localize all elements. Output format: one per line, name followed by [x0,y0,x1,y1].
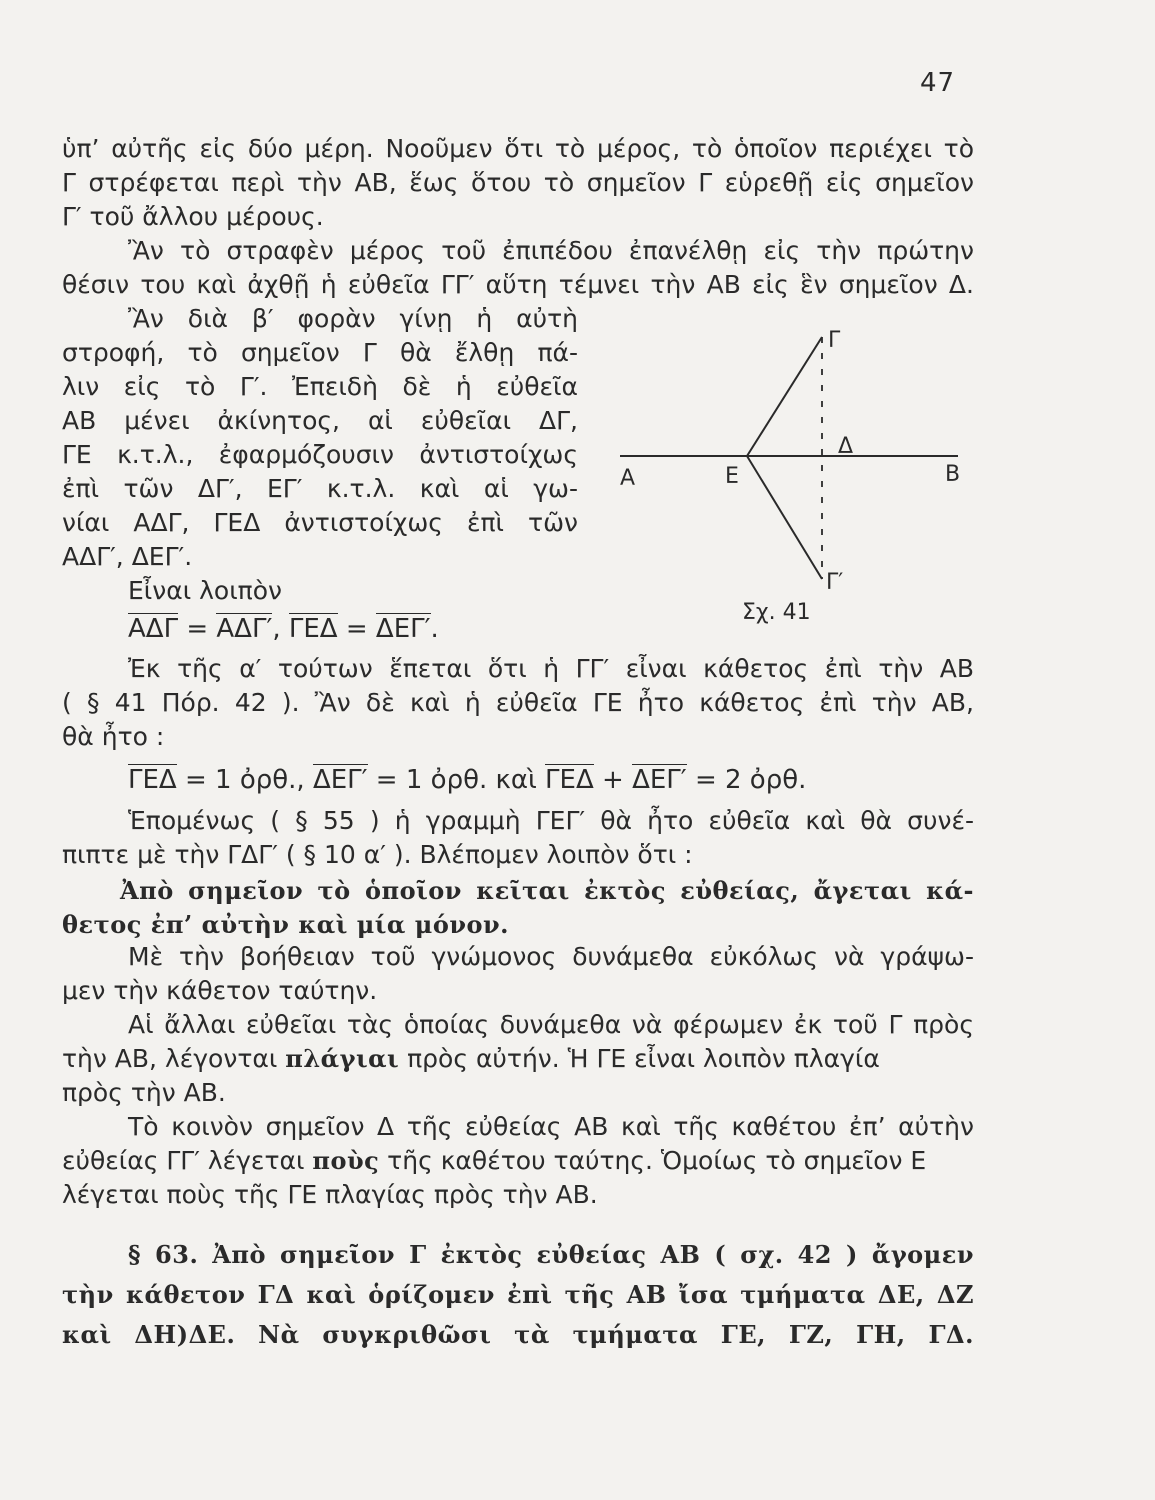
text-line: στροφή, τὸ σημεῖον Γ θὰ ἔλθῃ πά- [62,338,578,367]
section-63-line: καὶ ΔΗ)ΔΕ. Νὰ συγκριθῶσι τὰ τμήματα ΓΕ, ΓΖ, ΓΗ, ΓΔ. [62,1320,974,1349]
text-line: νίαι ΑΔΓ, ΓΕΔ ἀντιστοίχως ἐπὶ τῶν [62,508,578,537]
text-line: Γ στρέφεται περὶ τὴν ΑΒ, ἕως ὅτου τὸ σημεῖον Γ εὑρεθῇ εἰς σημεῖον [62,168,974,197]
figure-caption: Σχ. 41 [742,600,811,625]
text-line: ΑΔΓ′, ΔΕΓ′. [62,542,193,571]
text-line: ΑΒ μένει ἀκίνητος, αἱ εὐθεῖαι ΔΓ, [62,406,578,435]
period: . [430,614,439,644]
text-run: τὴν ΑΒ, λέγονται [62,1044,286,1073]
text-run: πρὸς αὐτήν. Ἡ ΓΕ εἶναι λοιπὸν πλαγία [399,1044,880,1073]
text-line: ὑπ’ αὐτῆς εἰς δύο μέρη. Νοοῦμεν ὅτι τὸ μέρος, τὸ ὁποῖον περιέχει τὸ [62,134,974,163]
angle-symbol: ΔΕΓ′ [632,765,687,795]
page-number: 47 [920,68,956,98]
angle-equation-2 [128,765,806,795]
rule-text: θετος ἐπ’ αὐτὴν καὶ μία μόνον. [62,910,509,939]
label-b: Β [945,462,961,487]
angle-symbol: ΓΕΔ [545,765,594,795]
text-line: ἐπὶ τῶν ΔΓ′, ΕΓ′ κ.τ.λ. καὶ αἱ γω- [62,474,578,503]
label-d: Δ [838,434,854,459]
text-run: τῆς καθέτου ταύτης. Ὁμοίως τὸ σημεῖον Ε [379,1146,927,1175]
text-line: πρὸς τὴν ΑΒ. [62,1078,226,1107]
rule-text: Ἀπὸ σημεῖον τὸ ὁποῖον κεῖται ἐκτὸς εὐθείας, ἄγεται κά- [120,876,974,905]
text-line: Γ′ τοῦ ἄλλου μέρους. [62,202,324,231]
equals-sign: = [337,614,376,644]
angle-symbol: ΔΕΓ′ [375,614,431,644]
angle-symbol: ΑΔΓ′ [216,614,273,644]
text-line: Ἐκ τῆς α′ τούτων ἕπεται ὅτι ἡ ΓΓ′ εἶναι κάθετος ἐπὶ τὴν ΑΒ [128,654,974,683]
text-line: Ἂν διὰ β′ φορὰν γίνῃ ἡ αὐτὴ [128,304,578,333]
angle-symbol: ΔΕΓ′ [312,765,368,795]
figure-41 [600,315,980,605]
label-a: Α [620,466,636,491]
section-63-line: τὴν κάθετον ΓΔ καὶ ὁρίζομεν ἐπὶ τῆς ΑΒ ἴσα τμήματα ΔΕ, ΔΖ [62,1280,974,1309]
formula-text: = 1 ὀρθ. καὶ [367,765,546,795]
text-line [62,1144,926,1178]
equals-sign: = [178,614,217,644]
formula-text: = 1 ὀρθ., [176,765,313,795]
text-line: θὰ ἦτο : [62,722,165,751]
text-line: ΓΕ κ.τ.λ., ἐφαρμόζουσιν ἀντιστοίχως [62,440,578,469]
line-eg [747,337,822,456]
text-line: μεν τὴν κάθετον ταύτην. [62,976,378,1005]
angle-equation-1 [128,614,439,644]
text-line [62,1042,880,1076]
text-line: ( § 41 Πόρ. 42 ). Ἂν δὲ καὶ ἡ εὐθεῖα ΓΕ ἦτο κάθετος ἐπὶ τὴν ΑΒ, [62,688,974,717]
term-plagiai: πλάγιαι [285,1044,400,1073]
label-e: Ε [725,464,739,489]
label-g: Γ [828,328,841,353]
text-run: εὐθείας ΓΓ′ λέγεται [62,1146,313,1175]
text-line: Εἶναι λοιπὸν [128,576,282,605]
text-line: Ἂν τὸ στραφὲν μέρος τοῦ ἐπιπέδου ἐπανέλθῃ εἰς τὴν πρώτην [128,236,974,265]
angle-symbol: ΓΕΔ [288,614,338,644]
text-line: λέγεται ποὺς τῆς ΓΕ πλαγίας πρὸς τὴν ΑΒ. [62,1180,598,1209]
text-line: Τὸ κοινὸν σημεῖον Δ τῆς εὐθείας ΑΒ καὶ τῆς καθέτου ἐπ’ αὐτὴν [128,1112,974,1141]
formula-text: = 2 ὀρθ. [686,765,807,795]
term-pous: ποὺς [312,1146,380,1175]
text-line: Αἱ ἄλλαι εὐθεῖαι τὰς ὁποίας δυνάμεθα νὰ φέρωμεν ἐκ τοῦ Γ πρὸς [128,1010,974,1039]
separator: , [272,614,289,644]
angle-symbol: ΓΕΔ [128,765,177,795]
angle-symbol: ΑΔΓ [128,614,179,644]
formula-text: + [593,765,633,795]
line-eg-prime [747,456,822,579]
section-63-line: § 63. Ἀπὸ σημεῖον Γ ἐκτὸς εὐθείας ΑΒ ( σχ. 42 ) ἄγομεν [128,1240,974,1269]
label-g-prime: Γ′ [826,570,844,595]
text-line: θέσιν του καὶ ἀχθῇ ἡ εὐθεῖα ΓΓ′ αὕτη τέμνει τὴν ΑΒ εἰς ἓν σημεῖον Δ. [62,270,974,299]
text-line: Μὲ τὴν βοήθειαν τοῦ γνώμονος δυνάμεθα εὐκόλως νὰ γράψω- [128,942,974,971]
text-line: πιπτε μὲ τὴν ΓΔΓ′ ( § 10 α′ ). Βλέπομεν λοιπὸν ὅτι : [62,840,693,869]
text-line: λιν εἰς τὸ Γ′. Ἐπειδὴ δὲ ἡ εὐθεῖα [62,372,578,401]
text-line: Ἑπομένως ( § 55 ) ἡ γραμμὴ ΓΕΓ′ θὰ ἦτο εὐθεῖα καὶ θὰ συνέ- [128,806,974,835]
